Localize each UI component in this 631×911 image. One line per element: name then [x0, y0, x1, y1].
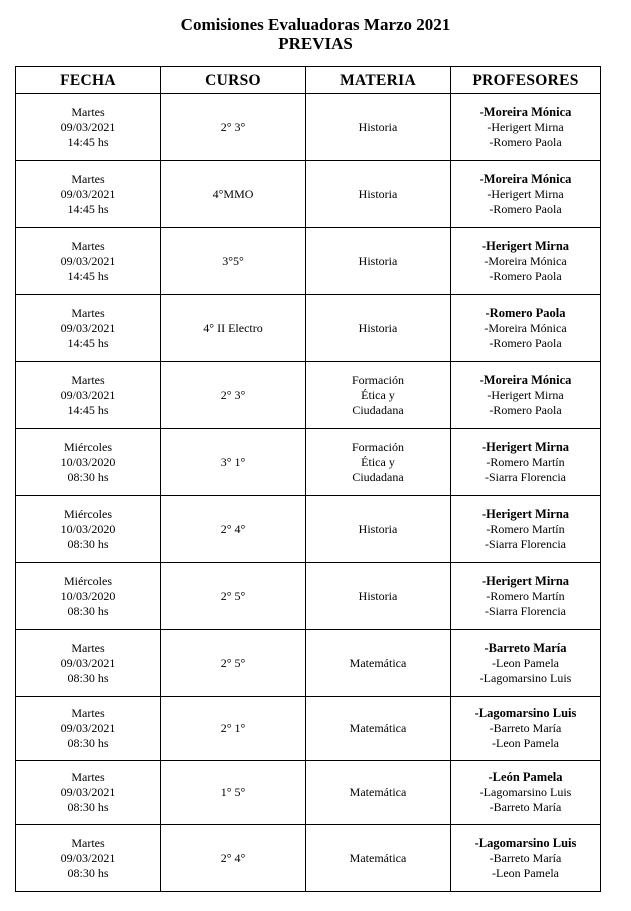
subject-cell — [306, 161, 451, 228]
subject-line: Matemática — [349, 721, 407, 735]
lead-professor: -Barreto María — [484, 640, 567, 655]
professor-name: -Siarra Florencia — [485, 536, 566, 551]
exam-time: 14:45 hs — [67, 335, 109, 350]
exam-date: 09/03/2021 — [60, 721, 116, 735]
professor-name: -Barreto María — [489, 850, 562, 865]
lead-professor: -Romero Paola — [485, 305, 566, 320]
professor-name: -Lagomarsino Luis — [479, 785, 572, 799]
exam-date: 09/03/2021 — [60, 119, 116, 134]
table-body — [16, 94, 601, 892]
document-subtitle: PREVIAS — [278, 34, 353, 53]
professor-name: -Herigert Mirna — [487, 186, 564, 201]
subject-line: Historia — [358, 253, 398, 268]
document-title: Comisiones Evaluadoras Marzo 2021 — [180, 15, 451, 34]
professors-cell — [451, 761, 601, 825]
column-header-curso: CURSO — [161, 67, 306, 94]
subject-cell — [306, 228, 451, 295]
subject-cell — [306, 94, 451, 161]
professor-name: -Herigert Mirna — [487, 387, 564, 402]
exam-day: Miércoles — [64, 573, 112, 588]
course-cell: 2° 4° — [161, 825, 306, 892]
course-cell: 2° 1° — [161, 697, 306, 761]
exam-time: 08:30 hs — [67, 865, 109, 880]
date-cell — [16, 761, 161, 825]
exam-time: 14:45 hs — [67, 134, 109, 149]
professor-name: -Romero Paola — [489, 335, 562, 350]
course-cell: 4° II Electro — [161, 295, 306, 362]
date-cell — [16, 161, 161, 228]
exam-time: 08:30 hs — [67, 469, 109, 484]
subject-cell — [306, 295, 451, 362]
lead-professor: -Moreira Mónica — [479, 104, 572, 119]
date-cell — [16, 228, 161, 295]
exam-date: 09/03/2021 — [60, 655, 116, 670]
exam-date: 09/03/2021 — [60, 320, 116, 335]
subject-line: Historia — [358, 588, 398, 603]
exam-time: 14:45 hs — [67, 201, 109, 216]
professors-cell — [451, 825, 601, 892]
exam-date: 09/03/2021 — [60, 253, 116, 268]
subject-line: Matemática — [349, 785, 407, 799]
professor-name: -Romero Paola — [489, 268, 562, 283]
professor-name: -Siarra Florencia — [485, 469, 566, 484]
lead-professor: -Lagomarsino Luis — [474, 835, 577, 850]
table-row — [16, 161, 601, 228]
subject-line: Ética y — [361, 387, 395, 402]
subject-line: Formación — [352, 439, 404, 454]
column-header-fecha: FECHA — [16, 67, 161, 94]
professor-name: -Romero Paola — [489, 402, 562, 417]
course-cell: 4°MMO — [161, 161, 306, 228]
professor-name: -Lagomarsino Luis — [479, 670, 572, 685]
professor-name: -Romero Paola — [489, 201, 562, 216]
professor-name: -Romero Martín — [486, 454, 565, 469]
professor-name: -Leon Pamela — [492, 655, 559, 670]
date-cell — [16, 295, 161, 362]
subject-line: Formación — [352, 372, 404, 387]
table-row — [16, 825, 601, 892]
subject-cell — [306, 429, 451, 496]
table-header-row — [16, 67, 601, 94]
course-cell: 3°5° — [161, 228, 306, 295]
table-row — [16, 496, 601, 563]
professors-cell — [451, 161, 601, 228]
date-cell — [16, 94, 161, 161]
professor-name: -Romero Martín — [486, 588, 565, 603]
subject-cell — [306, 362, 451, 429]
lead-professor: -León Pamela — [488, 770, 563, 784]
exam-time: 08:30 hs — [67, 670, 109, 685]
professor-name: -Herigert Mirna — [487, 119, 564, 134]
exam-date: 09/03/2021 — [60, 387, 116, 402]
column-header-profesores: PROFESORES — [451, 67, 601, 94]
course-cell: 2° 3° — [161, 362, 306, 429]
exam-time: 08:30 hs — [67, 800, 109, 814]
subject-line: Matemática — [349, 850, 407, 865]
professor-name: -Romero Paola — [489, 134, 562, 149]
professor-name: -Siarra Florencia — [485, 603, 566, 618]
subject-cell — [306, 761, 451, 825]
table-row — [16, 94, 601, 161]
table-row — [16, 429, 601, 496]
table-row — [16, 295, 601, 362]
professor-name: -Leon Pamela — [492, 865, 559, 880]
exam-time: 08:30 hs — [67, 603, 109, 618]
exam-day: Miércoles — [64, 506, 112, 521]
table-row — [16, 563, 601, 630]
lead-professor: -Herigert Mirna — [481, 573, 570, 588]
professors-cell — [451, 228, 601, 295]
exam-committees-table — [15, 66, 601, 892]
exam-time: 14:45 hs — [67, 402, 109, 417]
course-cell: 2° 5° — [161, 630, 306, 697]
subject-line: Ética y — [361, 454, 395, 469]
professors-cell — [451, 94, 601, 161]
professor-name: -Barreto María — [489, 721, 562, 735]
exam-day: Martes — [71, 372, 105, 387]
lead-professor: -Herigert Mirna — [481, 506, 570, 521]
lead-professor: -Herigert Mirna — [481, 439, 570, 454]
course-cell: 2° 3° — [161, 94, 306, 161]
date-cell — [16, 496, 161, 563]
course-cell: 1° 5° — [161, 761, 306, 825]
exam-day: Martes — [71, 104, 105, 119]
exam-day: Miércoles — [64, 439, 112, 454]
subject-line: Ciudadana — [352, 402, 404, 417]
course-cell: 3° 1° — [161, 429, 306, 496]
exam-time: 14:45 hs — [67, 268, 109, 283]
date-cell — [16, 825, 161, 892]
exam-date: 10/03/2020 — [60, 588, 116, 603]
exam-day: Martes — [71, 640, 105, 655]
professors-cell — [451, 630, 601, 697]
exam-date: 09/03/2021 — [60, 850, 116, 865]
table-row — [16, 697, 601, 761]
date-cell — [16, 429, 161, 496]
exam-date: 09/03/2021 — [60, 186, 116, 201]
exam-time: 08:30 hs — [67, 536, 109, 551]
exam-day: Martes — [71, 770, 105, 784]
subject-line: Historia — [358, 186, 398, 201]
date-cell — [16, 362, 161, 429]
exam-date: 10/03/2020 — [60, 454, 116, 469]
professors-cell — [451, 697, 601, 761]
exam-day: Martes — [71, 706, 105, 720]
table-row — [16, 362, 601, 429]
professors-cell — [451, 429, 601, 496]
professor-name: -Moreira Mónica — [484, 253, 567, 268]
professor-name: -Barreto María — [489, 800, 562, 814]
lead-professor: -Moreira Mónica — [479, 372, 572, 387]
lead-professor: -Moreira Mónica — [479, 171, 572, 186]
date-cell — [16, 563, 161, 630]
subject-cell — [306, 697, 451, 761]
exam-date: 10/03/2020 — [60, 521, 116, 536]
subject-line: Ciudadana — [352, 469, 404, 484]
professors-cell — [451, 563, 601, 630]
table-row — [16, 630, 601, 697]
professors-cell — [451, 362, 601, 429]
exam-day: Martes — [71, 171, 105, 186]
course-cell: 2° 4° — [161, 496, 306, 563]
exam-date: 09/03/2021 — [60, 785, 116, 799]
date-cell — [16, 697, 161, 761]
subject-line: Historia — [358, 521, 398, 536]
subject-cell — [306, 825, 451, 892]
exam-day: Martes — [71, 305, 105, 320]
subject-cell — [306, 630, 451, 697]
professors-cell — [451, 496, 601, 563]
subject-line: Matemática — [349, 655, 407, 670]
table-row — [16, 228, 601, 295]
course-cell: 2° 5° — [161, 563, 306, 630]
column-header-materia: MATERIA — [306, 67, 451, 94]
date-cell — [16, 630, 161, 697]
subject-cell — [306, 496, 451, 563]
lead-professor: -Lagomarsino Luis — [474, 706, 577, 720]
lead-professor: -Herigert Mirna — [481, 238, 570, 253]
subject-line: Historia — [358, 119, 398, 134]
exam-day: Martes — [71, 835, 105, 850]
subject-line: Historia — [358, 320, 398, 335]
subject-cell — [306, 563, 451, 630]
professor-name: -Moreira Mónica — [484, 320, 567, 335]
professor-name: -Romero Martín — [486, 521, 565, 536]
document-header — [0, 15, 631, 53]
exam-day: Martes — [71, 238, 105, 253]
exam-time: 08:30 hs — [67, 736, 109, 750]
table-row — [16, 761, 601, 825]
professors-cell — [451, 295, 601, 362]
professor-name: -Leon Pamela — [492, 736, 559, 750]
